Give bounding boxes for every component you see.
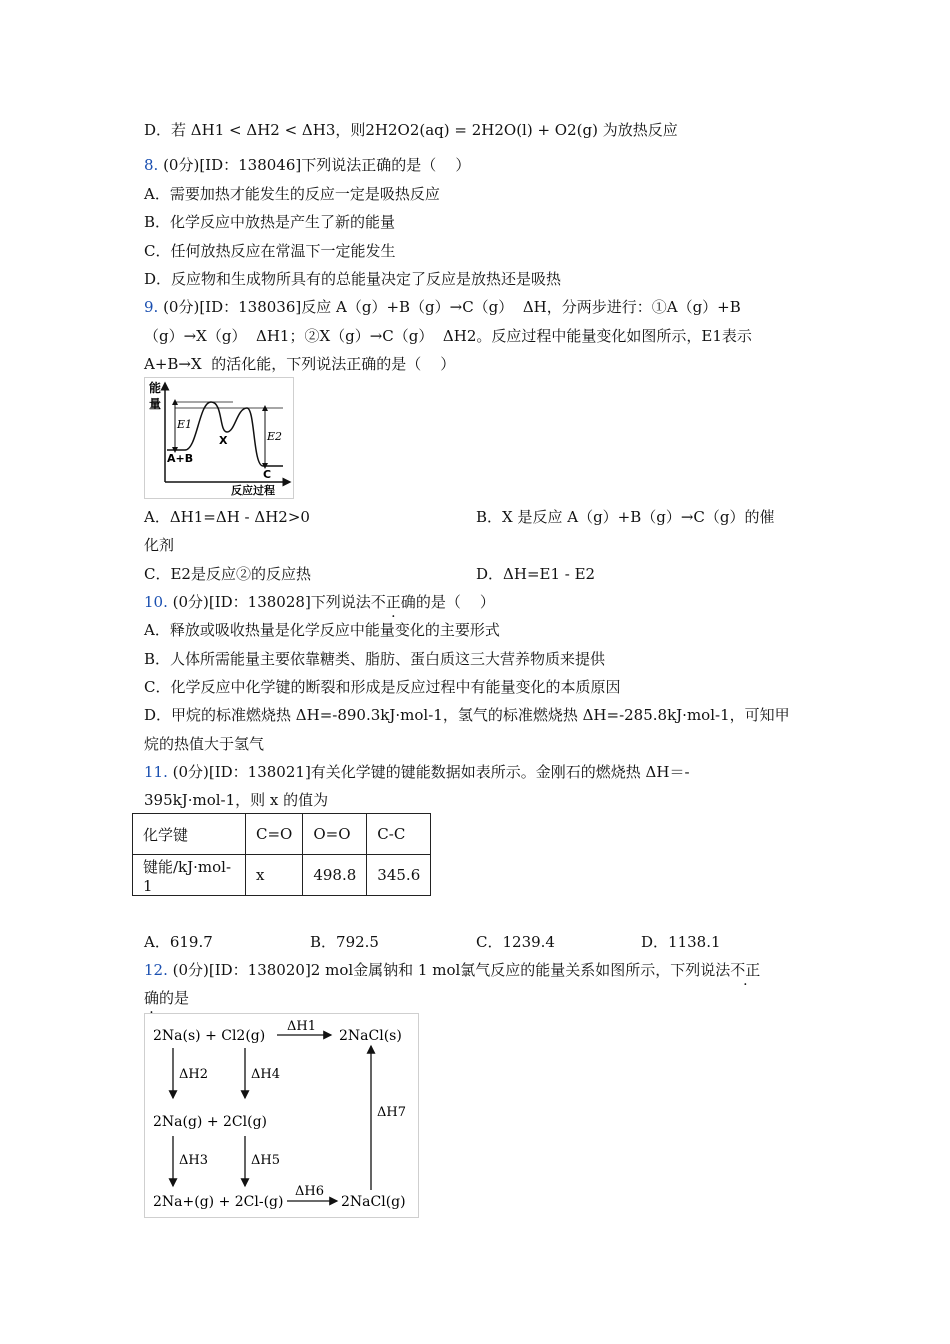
bottom-left-label: 2Na+(g) + 2Cl-(g) <box>153 1194 284 1210</box>
table-header-cell: 化学键 <box>133 814 246 855</box>
top-left-label: 2Na(s) + Cl2(g) <box>153 1028 266 1044</box>
question-8 <box>144 155 470 175</box>
y-label-2: 量 <box>149 397 162 411</box>
q10-option-c: C．化学反应中化学键的断裂和形成是反应过程中有能量变化的本质原因 <box>144 678 621 696</box>
table-header-cell: C-C <box>367 814 431 855</box>
question-number: 10. <box>144 593 168 611</box>
q10-option-b: B．人体所需能量主要依靠糖类、脂肪、蛋白质这三大营养物质来提供 <box>144 650 606 668</box>
question-9-line-3: A+B→X 的活化能，下列说法正确的是（ ） <box>144 355 456 373</box>
table-cell: x <box>246 855 303 896</box>
q11-option-c: C．1239.4 <box>476 933 555 951</box>
question-text-end: 的是 <box>159 989 190 1007</box>
x-intermediate-label: X <box>219 434 228 447</box>
question-11-line-2: 395kJ·mol-1，则 x 的值为 <box>144 791 329 809</box>
question-text: (0分)[ID：138020]2 mol金属钠和 1 mol氯气反应的能量关系如图所示，下列说法 <box>167 961 731 979</box>
q7-option-d: D．若 ΔH1 < ΔH2 < ΔH3，则2H2O2(aq) = 2H2O(l) + O2(g) 为放热反应 <box>144 121 678 139</box>
question-number: 9. <box>144 298 159 316</box>
dh3-label: ΔH3 <box>179 1153 208 1168</box>
dh1-label: ΔH1 <box>287 1019 316 1034</box>
table-cell: 345.6 <box>367 855 431 896</box>
dh7-label: ΔH7 <box>377 1105 406 1120</box>
q9-option-d: D．ΔH=E1 - E2 <box>476 565 596 583</box>
q9-option-b-cont: 化剂 <box>144 536 175 554</box>
question-text: (0分)[ID：138046]下列说法正确的是（ ） <box>158 156 471 174</box>
question-number: 12. <box>144 961 168 979</box>
question-number: 8. <box>144 156 159 174</box>
question-text: (0分)[ID：138021]有关化学键的键能数据如表所示。金刚石的燃烧热 ΔH＝- <box>167 763 690 781</box>
q8-option-c: C．任何放热反应在常温下一定能发生 <box>144 242 396 260</box>
q10-option-d-cont: 烷的热值大于氢气 <box>144 735 265 753</box>
reactants-label: A+B <box>167 452 194 465</box>
q9-option-b: B．X 是反应 A（g）+B（g）→C（g）的催 <box>476 508 775 526</box>
bottom-right-label: 2NaCl(g) <box>341 1194 406 1210</box>
table-cell: 键能/kJ·mol-1 <box>133 855 246 896</box>
question-text-end: 的是（ ） <box>415 593 495 611</box>
q10-option-a: A．释放或吸收热量是化学反应中能量变化的主要形式 <box>144 621 500 639</box>
q10-option-d: D．甲烷的标准燃烧热 ΔH=-890.3kJ·mol-1，氢气的标准燃烧热 ΔH=-285.8kJ·mol-1，可知甲 <box>144 706 790 724</box>
dh6-label: ΔH6 <box>295 1184 324 1199</box>
q8-option-b: B．化学反应中放热是产生了新的能量 <box>144 213 396 231</box>
x-axis-label: 反应过程 <box>231 484 275 497</box>
question-9-line-2: （g）→X（g） ΔH1；②X（g）→C（g） ΔH2。反应过程中能量变化如图所示，E1表示 <box>144 327 752 345</box>
table-row <box>133 814 431 855</box>
q8-option-d: D．反应物和生成物所具有的总能量决定了反应是放热还是吸热 <box>144 270 562 288</box>
mid-label: 2Na(g) + 2Cl(g) <box>153 1114 268 1130</box>
question-12-line-2 <box>144 988 189 1008</box>
q8-option-a: A．需要加热才能发生的反应一定是吸热反应 <box>144 185 440 203</box>
dh4-label: ΔH4 <box>251 1067 280 1082</box>
q9-option-c: C．E2是反应②的反应热 <box>144 565 311 583</box>
question-10 <box>144 592 495 612</box>
top-right-label: 2NaCl(s) <box>339 1028 402 1044</box>
energy-profile-figure <box>144 377 294 499</box>
e2-label: E2 <box>267 430 283 443</box>
q11-option-a: A．619.7 <box>144 933 213 951</box>
dh5-label: ΔH5 <box>251 1153 280 1168</box>
emphasis-text: 不正确 <box>370 593 416 611</box>
question-text: (0分)[ID：138028]下列说法 <box>167 593 371 611</box>
table-header-cell: O=O <box>303 814 367 855</box>
y-label-1: 能 <box>149 381 162 395</box>
table-row <box>133 855 431 896</box>
bond-energy-table <box>132 813 431 896</box>
product-label: C <box>263 468 272 481</box>
q11-option-d: D．1138.1 <box>641 933 721 951</box>
question-9-line-1 <box>144 297 741 317</box>
born-haber-cycle-figure <box>144 1013 419 1218</box>
table-header-cell: C=O <box>246 814 303 855</box>
table-cell: 498.8 <box>303 855 367 896</box>
question-11-line-1 <box>144 762 690 782</box>
emphasis-text: 确 <box>144 989 160 1007</box>
q9-option-a: A．ΔH1=ΔH - ΔH2>0 <box>144 508 310 526</box>
dh2-label: ΔH2 <box>179 1067 208 1082</box>
question-number: 11. <box>144 763 168 781</box>
q11-option-b: B．792.5 <box>310 933 379 951</box>
question-12-line-1 <box>144 960 760 980</box>
emphasis-text: 不正 <box>730 961 761 979</box>
question-text: (0分)[ID：138036]反应 A（g）+B（g）→C（g） ΔH，分两步进行：①A（g）+B <box>158 298 741 316</box>
e1-label: E1 <box>177 418 193 431</box>
